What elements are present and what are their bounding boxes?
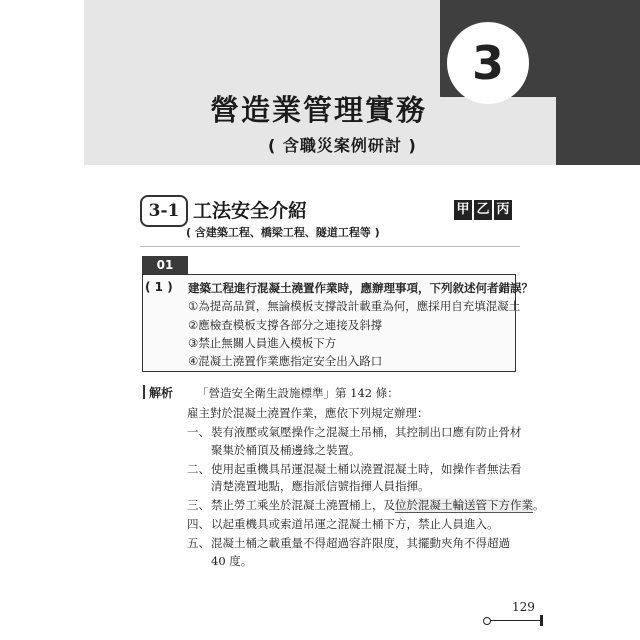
chapter-subtitle: ( 含職災案例研討 ) <box>268 136 417 155</box>
section-divider <box>140 246 520 247</box>
item-4-text: 以起重機具或索道吊運之混凝土桶下方，禁止人員進入。 <box>211 517 499 531</box>
option-3: ③禁止無關人員進入模板下方 <box>188 336 337 350</box>
item-3-text-part-c: 。 <box>533 498 545 512</box>
analysis-label: 解析 <box>149 386 174 400</box>
section-subtitle: ( 含建築工程、橋梁工程、隧道工程等 ) <box>186 226 380 239</box>
page-number-rule <box>488 620 542 621</box>
chapter-title: 營造業管理實務 <box>210 93 428 127</box>
analysis-marker <box>143 385 145 399</box>
analysis-intro: 雇主對於混凝土澆置作業，應依下列規定辦理： <box>187 406 429 420</box>
item-3-text <box>211 497 545 513</box>
answer-mark: ( 1 ) <box>145 280 173 294</box>
page-number-dot <box>483 617 491 625</box>
grade-badge-bing: 丙 <box>494 200 512 220</box>
item-5-number: 五、 <box>187 536 210 550</box>
item-3-text-part-a: 禁止勞工乘坐於混凝土澆置桶上，及 <box>211 498 395 512</box>
item-3-number: 三、 <box>187 498 210 512</box>
item-2-text: 使用起重機具吊運混凝土桶以澆置混凝土時，如操作者無法看 <box>211 462 522 476</box>
question-text: 建築工程進行混凝土澆置作業時，應辦理事項，下列敘述何者錯誤？ <box>188 281 533 295</box>
question-number-tab: 01 <box>142 256 188 274</box>
option-1: ①為提高品質，無論模板支撐設計載重為何，應採用自充填混凝土 <box>188 299 521 313</box>
item-5-continuation: 40 度。 <box>211 554 253 568</box>
item-1-text: 裝有液壓或氣壓操作之混凝土吊桶，其控制出口應有防止骨材 <box>211 425 522 439</box>
page-number: 129 <box>512 600 535 614</box>
section-title: 工法安全介紹 <box>193 200 308 222</box>
item-2-number: 二、 <box>187 462 210 476</box>
chapter-number: 3 <box>471 36 504 90</box>
grade-badge-yi: 乙 <box>474 200 492 220</box>
section-number: 3-1 <box>140 195 188 227</box>
option-4: ④混凝土澆置作業應指定安全出入路口 <box>188 354 383 368</box>
item-3-highlight: 位於混凝土輸送管下方作業 <box>395 498 533 512</box>
chapter-header-notch <box>430 97 556 165</box>
item-1-continuation: 聚集於桶頂及桶邊緣之裝置。 <box>211 443 361 457</box>
grade-badge-jia: 甲 <box>454 200 472 220</box>
analysis-citation: 「營造安全衛生設施標準」第 142 條： <box>197 386 399 400</box>
option-2: ②應檢查模板支撐各部分之連接及斜撐 <box>188 318 383 332</box>
item-4-number: 四、 <box>187 517 210 531</box>
item-5-text: 混凝土桶之載重量不得超過容許限度，其擺動夾角不得超過 <box>211 536 510 550</box>
page-number-end-bar <box>540 615 543 626</box>
item-2-continuation: 清楚澆置地點，應指派信號指揮人員指揮。 <box>211 479 430 493</box>
item-1-number: 一、 <box>187 425 210 439</box>
